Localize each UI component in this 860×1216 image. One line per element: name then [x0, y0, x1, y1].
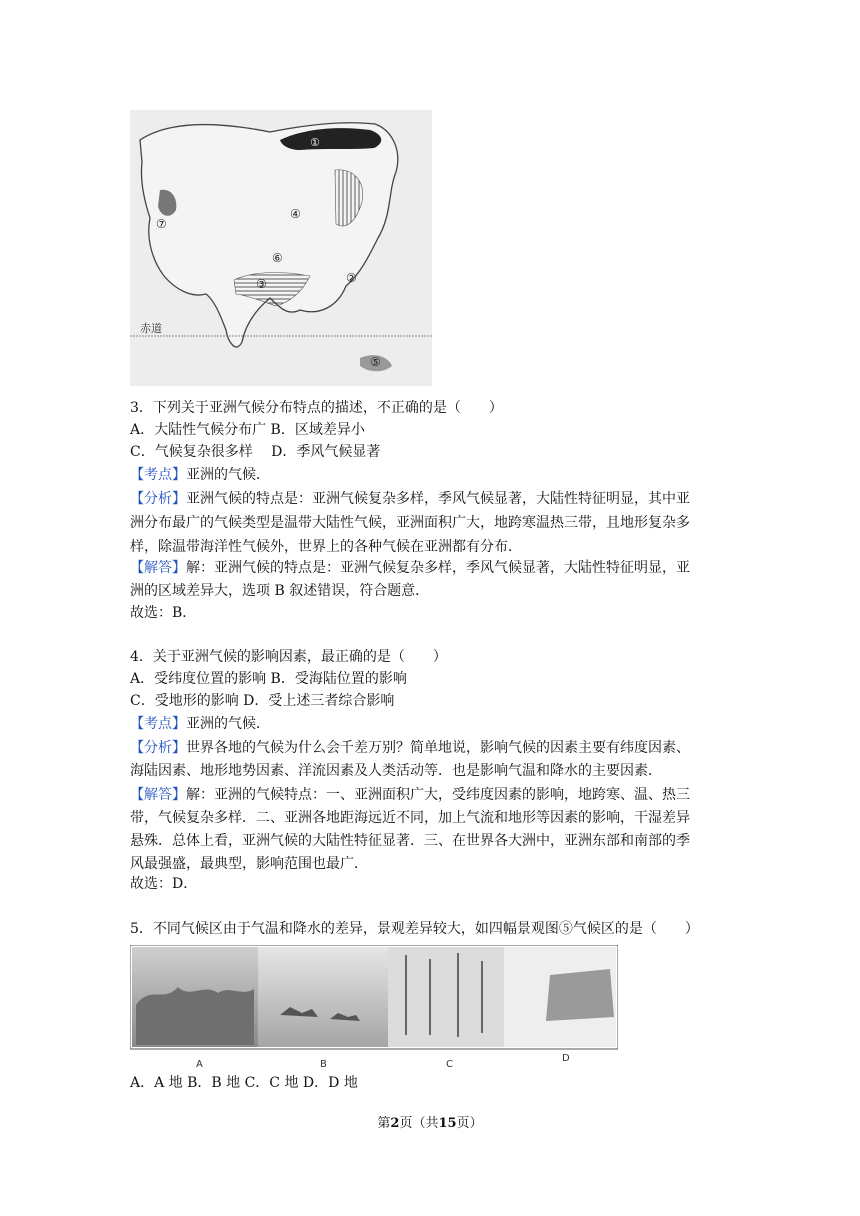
- q4-answer: 故选：D．: [130, 876, 198, 892]
- map-label-2: ②: [346, 271, 357, 285]
- kaodian-text: 亚洲的气候．: [186, 716, 270, 732]
- q3-fenxi-3: 样，除温带海洋性气候外，世界上的各种气候在亚洲都有分布．: [130, 539, 522, 555]
- map-label-5: ⑤: [370, 355, 381, 369]
- q4-options-cd: C．受地形的影响 D．受上述三者综合影响: [130, 693, 395, 709]
- page-total: 15: [438, 1116, 457, 1131]
- jieda-tag: 【解答】: [130, 787, 186, 803]
- kaodian-tag: 【考点】: [130, 467, 186, 483]
- page-footer: 第2页（共15页）: [377, 1116, 483, 1131]
- equator-label: 赤道: [140, 322, 162, 335]
- picture-label-b: B: [320, 1059, 327, 1070]
- q3-fenxi-2: 洲分布最广的气候类型是温带大陆性气候，亚洲面积广大，地跨寒温热三带，且地形复杂多: [130, 515, 690, 531]
- asia-climate-map: [130, 110, 432, 386]
- map-label-1: ①: [310, 136, 320, 149]
- q3-kaodian: [130, 464, 270, 486]
- q5-question: 5．不同气候区由于气温和降水的差异，景观差异较大，如四幅景观图⑤气候区的是（ ）: [130, 921, 699, 937]
- landscape-pictures: [130, 945, 618, 1075]
- kaodian-text: 亚洲的气候．: [186, 467, 270, 483]
- picture-label-a: A: [196, 1059, 203, 1070]
- q3-options-ab: A．大陆性气候分布广 B．区域差异小: [130, 422, 365, 438]
- q4-kaodian: [130, 713, 270, 735]
- fenxi-tag: 【分析】: [130, 491, 186, 507]
- map-label-4: ④: [290, 207, 301, 221]
- map-label-3: ③: [256, 277, 267, 291]
- q3-jieda-1: [130, 557, 690, 579]
- fenxi-tag: 【分析】: [130, 740, 186, 756]
- q4-fenxi-2: 海陆因素、地形地势因素、洋流因素及人类活动等．也是影响气温和降水的主要因素．: [130, 763, 662, 779]
- map-label-6: ⑥: [272, 251, 283, 265]
- fenxi-text: 世界各地的气候为什么会千差万别？简单地说，影响气候的因素主要有纬度因素、: [186, 740, 690, 756]
- q4-fenxi-1: [130, 737, 690, 759]
- kaodian-tag: 【考点】: [130, 716, 186, 732]
- page-number: 2: [390, 1116, 400, 1131]
- q4-jieda-3: 悬殊．总体上看，亚洲气候的大陆性特征显著．三、在世界各大洲中，亚洲东部和南部的季: [130, 833, 690, 849]
- jieda-tag: 【解答】: [130, 560, 186, 576]
- q4-jieda-2: 带，气候复杂多样．二、亚洲各地距海远近不同，加上气流和地形等因素的影响，干湿差异: [130, 810, 690, 826]
- q4-options-ab: A．受纬度位置的影响 B．受海陆位置的影响: [130, 671, 407, 687]
- map-label-7: ⑦: [156, 217, 167, 231]
- picture-b-savanna: [258, 947, 388, 1047]
- q3-fenxi-1: [130, 488, 690, 510]
- q4-jieda-1: [130, 784, 690, 806]
- q5-options: A．A 地 B．B 地 C．C 地 D．D 地: [130, 1075, 358, 1091]
- q3-answer: 故选：B．: [130, 605, 197, 621]
- picture-label-d: D: [562, 1053, 570, 1064]
- q3-question: 3．下列关于亚洲气候分布特点的描述，不正确的是（ ）: [130, 400, 503, 416]
- q3-jieda-2: 洲的区域差异大，选项 B 叙述错误，符合题意．: [130, 583, 430, 599]
- jieda-text: 解：亚洲的气候特点：一、亚洲面积广大，受纬度因素的影响，地跨寒、温、热三: [186, 787, 690, 803]
- jieda-text: 解：亚洲气候的特点是：亚洲气候复杂多样，季风气候显著，大陆性特征明显，亚: [186, 560, 690, 576]
- q4-question: 4．关于亚洲气候的影响因素，最正确的是（ ）: [130, 649, 447, 665]
- q3-options-cd: C．气候复杂很多样 D．季风气候显著: [130, 444, 381, 460]
- fenxi-text: 亚洲气候的特点是：亚洲气候复杂多样，季风气候显著，大陆性特征明显，其中亚: [186, 491, 690, 507]
- q4-jieda-4: 风最强盛，最典型，影响范围也最广．: [130, 856, 368, 872]
- picture-label-c: C: [446, 1059, 453, 1070]
